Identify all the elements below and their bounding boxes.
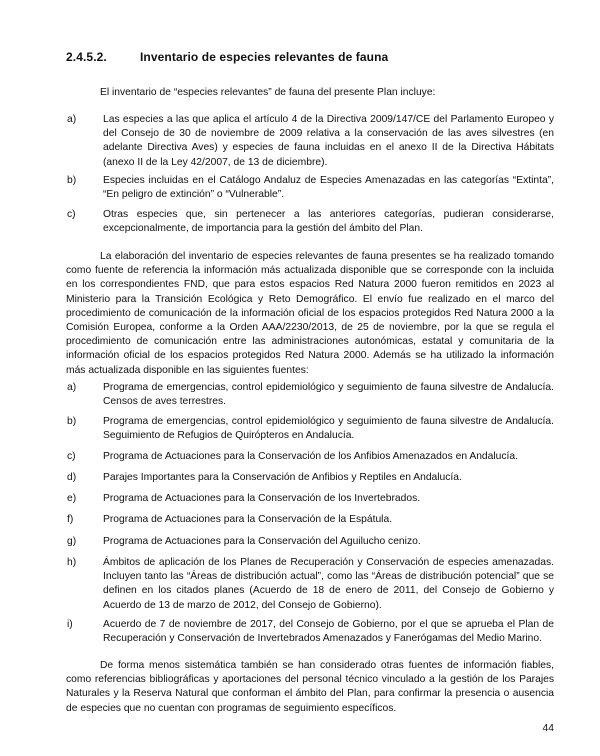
list-item-c xyxy=(67,208,554,236)
closing-paragraph: De forma menos sistemática también se han considerado otras fuentes de información fiables, como referencias bibliográficas y aportaciones del personal técnico vinculado a la gestión de los Parajes Naturales y la Reserva Natural que conforman el ámbito del Plan, para confirmar la presencia o ausencia de especies que no cuentan con programas de seguimiento específicos. xyxy=(66,660,554,714)
list-item-marker: e) xyxy=(67,493,77,504)
source-item-d xyxy=(67,471,554,485)
page-number: 44 xyxy=(542,723,554,734)
body-paragraph-sources: La elaboración del inventario de especies relevantes de fauna presentes se ha realizado tomando como fuente de referencia la información más actualizada disponible que se corresponde con la incluida en los correspondientes FND, que para estos espacios Red Natura 2000 fueron remitidos en 2023 al Ministerio para la Transición Ecológica y Reto Demográfico. El envío fue realizado en el marco del procedimiento de comunicación de la información oficial de los espacios protegidos Red Natura 2000 a la Comisión Europea, conforme a la Orden AAA/2230/2013, de 25 de noviembre, por la que se regula el procedimiento de comunicación entre las administraciones autonómicas, estatal y comunitaria de la información oficial de los espacios protegidos Red Natura 2000. Además se ha utilizado la información más actualizada disponible en las siguientes fuentes: xyxy=(66,251,554,376)
list-item-marker: d) xyxy=(67,472,77,483)
list-item-text: Programa de Actuaciones para la Conservación del Aguilucho cenizo. xyxy=(103,536,421,547)
list-item-text: Programa de Actuaciones para la Conservación de los Anfibios Amenazados en Andalucía. xyxy=(103,451,518,462)
source-item-a xyxy=(67,381,554,409)
list-item-marker: c) xyxy=(67,209,76,220)
list-item-b xyxy=(67,174,554,202)
list-item-text: Programa de emergencias, control epidemiológico y seguimiento de fauna silvestre de Andalucía. Censos de aves terrestres. xyxy=(103,382,554,408)
list-item-text: Programa de Actuaciones para la Conservación de los Invertebrados. xyxy=(103,493,421,504)
list-item-text: Programa de emergencias, control epidemiológico y seguimiento de fauna silvestre de Andalucía. Seguimiento de Refugios de Quirópteros en Andalucía. xyxy=(103,416,554,442)
list-item-text: Programa de Actuaciones para la Conservación de la Espátula. xyxy=(103,514,393,525)
list-item-text: Especies incluidas en el Catálogo Andaluz de Especies Amenazadas en las categorías “Extinta”, “En peligro de extinción” o “Vulnerable”. xyxy=(103,175,554,201)
list-item-text: Parajes Importantes para la Conservación de Anfibios y Reptiles en Andalucía. xyxy=(103,472,462,483)
list-item-text: Acuerdo de 7 de noviembre de 2017, del Consejo de Gobierno, por el que se aprueba el Plan de Recuperación y Conservación de Invertebrados Amenazados y Fanerógamas del Medio Marino. xyxy=(103,619,554,645)
list-item-marker: a) xyxy=(67,382,77,393)
list-item-text: Ámbitos de aplicación de los Planes de Recuperación y Conservación de especies amenazadas. Incluyen tanto las “Áreas de distribución actual”, como las “Áreas de distribución potencial” que se definen en los citados planes (Acuerdo de 18 de enero de 2011, del Consejo de Gobierno y Acuerdo de 13 de marzo de 2012, del Consejo de Gobierno). xyxy=(103,557,554,611)
list-item-marker: b) xyxy=(67,175,77,186)
list-item-marker: a) xyxy=(67,114,77,125)
source-item-c xyxy=(67,450,554,464)
list-item-marker: i) xyxy=(67,619,73,630)
list-item-text: Las especies a las que aplica el artículo 4 de la Directiva 2009/147/CE del Parlamento Europeo y del Consejo de 30 de noviembre de 2009 relativa a la conservación de las aves silvestres (en adelante Directiva Aves) y especies de fauna incluidas en el anexo II de la Directiva Hábitats (anexo II de la Ley 42/2007, de 13 de diciembre). xyxy=(103,114,554,168)
list-item-marker: f) xyxy=(67,514,74,525)
section-title: Inventario de especies relevantes de fauna xyxy=(140,50,389,64)
list-item-marker: b) xyxy=(67,416,77,427)
section-number: 2.4.5.2. xyxy=(66,50,107,64)
list-item-a xyxy=(67,113,554,170)
section-heading xyxy=(66,50,388,64)
list-item-marker: c) xyxy=(67,451,76,462)
list-item-marker: h) xyxy=(67,557,77,568)
source-item-e xyxy=(67,492,554,506)
list-item-marker: g) xyxy=(67,536,77,547)
source-item-f xyxy=(67,513,554,527)
source-item-h xyxy=(67,556,554,613)
intro-paragraph: El inventario de “especies relevantes” de fauna del presente Plan incluye: xyxy=(100,87,436,98)
source-item-g xyxy=(67,535,554,549)
source-item-b xyxy=(67,415,554,443)
source-item-i xyxy=(67,618,554,646)
list-item-text: Otras especies que, sin pertenecer a las anteriores categorías, pudieran considerarse, excepcionalmente, de importancia para la gestión del ámbito del Plan. xyxy=(103,209,554,235)
